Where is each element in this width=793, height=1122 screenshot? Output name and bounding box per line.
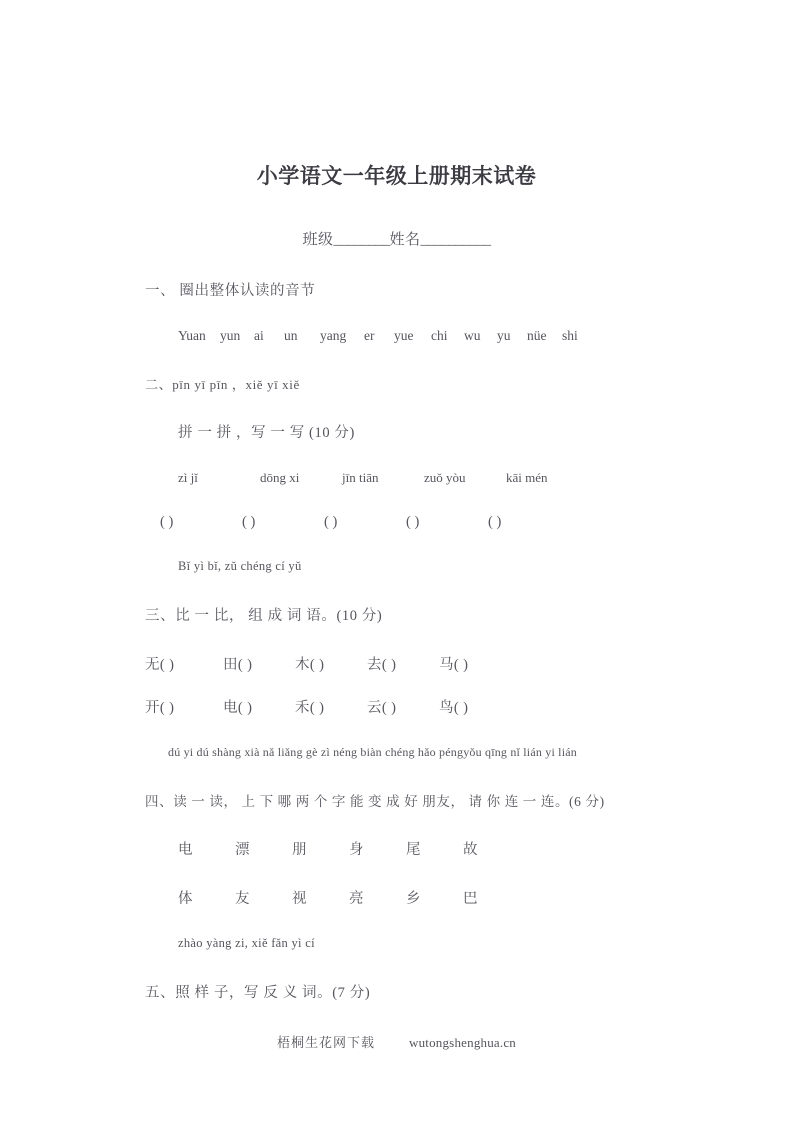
section-four-heading: 四、读 一 读， 上 下 哪 两 个 字 能 变 成 好 朋友， 请 你 连 一 连。(6 分) (145, 794, 605, 809)
answer-blank[interactable]: ( ) (160, 514, 174, 530)
match-char-top[interactable]: 故 (463, 842, 478, 858)
section-three-pinyin-heading: Bǐ yì bǐ, zǔ chéng cí yǔ (178, 559, 302, 573)
match-char-bottom[interactable]: 亮 (349, 891, 364, 907)
answer-blank[interactable]: ( ) (488, 514, 502, 530)
answer-blank[interactable]: ( ) (324, 514, 338, 530)
match-char-top[interactable]: 尾 (406, 842, 421, 858)
syllable-item[interactable]: ai (254, 328, 264, 343)
section-three-row-2 (0, 696, 793, 717)
syllable-item[interactable]: yu (497, 328, 511, 343)
combine-item[interactable]: 田( ) (223, 657, 253, 673)
combine-item[interactable]: 电( ) (223, 700, 253, 716)
combine-item[interactable]: 鸟( ) (439, 700, 469, 716)
syllable-item[interactable]: yang (320, 328, 347, 343)
match-char-top[interactable]: 漂 (235, 842, 250, 858)
section-five-heading: 五、照 样 子，写 反 义 词。(7 分) (145, 985, 371, 1001)
syllable-item[interactable]: Yuan (178, 328, 206, 343)
section-five-pinyin-heading: zhào yàng zi, xiě fǎn yì cí (178, 936, 315, 950)
pinyin-word: dōng xi (260, 470, 300, 485)
combine-item[interactable]: 无( ) (145, 657, 175, 673)
page-title: 小学语文一年级上册期末试卷 (256, 164, 537, 188)
pinyin-word: jīn tiān (342, 470, 379, 485)
section-two-answer-row (0, 514, 793, 531)
syllable-item[interactable]: yun (220, 328, 241, 343)
section-three-heading: 三、比 一 比， 组 成 词 语。(10 分) (145, 608, 383, 624)
syllable-item[interactable]: shi (562, 328, 578, 343)
section-four-pinyin-heading: dú yi dú shàng xià nǎ liǎng gè zì néng biàn chéng hǎo péngyǒu qīng nǐ lián yi lián (168, 745, 577, 759)
combine-item[interactable]: 开( ) (145, 700, 175, 716)
name-label: 姓名 (389, 232, 421, 248)
section-two-word-row (0, 470, 793, 486)
match-char-bottom[interactable]: 体 (178, 891, 193, 907)
pinyin-word: kāi mén (506, 470, 548, 485)
section-one-syllable-row (0, 328, 793, 344)
combine-item[interactable]: 去( ) (367, 657, 397, 673)
answer-blank[interactable]: ( ) (406, 514, 420, 530)
section-three-row-1 (0, 653, 793, 674)
syllable-item[interactable]: nüe (527, 328, 547, 343)
match-char-top[interactable]: 身 (349, 842, 364, 858)
match-char-top[interactable]: 朋 (292, 842, 307, 858)
section-four-bottom-row (0, 887, 793, 908)
section-two-pinyin-heading: 二、pīn yī pīn ，xiě yī xiě (145, 377, 300, 392)
pinyin-word: zuǒ yòu (424, 470, 466, 485)
syllable-item[interactable]: er (364, 328, 375, 343)
match-char-bottom[interactable]: 乡 (406, 891, 421, 907)
syllable-item[interactable]: un (284, 328, 298, 343)
footer-site-url[interactable]: wutongshenghua.cn (408, 1035, 517, 1050)
section-one-heading: 一、 圈出整体认读的音节 (145, 283, 316, 299)
match-char-bottom[interactable]: 友 (235, 891, 250, 907)
combine-item[interactable]: 禾( ) (295, 700, 325, 716)
combine-item[interactable]: 云( ) (367, 700, 397, 716)
answer-blank[interactable]: ( ) (242, 514, 256, 530)
match-char-top[interactable]: 电 (178, 842, 193, 858)
combine-item[interactable]: 木( ) (295, 657, 325, 673)
match-char-bottom[interactable]: 巴 (463, 891, 478, 907)
student-identity-line (0, 228, 793, 249)
class-label: 班级 (302, 232, 334, 248)
name-blank[interactable]: __________ (420, 232, 491, 248)
section-two-heading: 拼 一 拼 ，写 一 写 (10 分) (178, 425, 355, 441)
section-four-top-row (0, 838, 793, 859)
pinyin-word: zì jǐ (178, 470, 198, 485)
footer (0, 1032, 793, 1051)
combine-item[interactable]: 马( ) (439, 657, 469, 673)
syllable-item[interactable]: chi (431, 328, 448, 343)
class-blank[interactable]: ________ (333, 232, 390, 248)
syllable-item[interactable]: yue (394, 328, 414, 343)
syllable-item[interactable]: wu (464, 328, 481, 343)
footer-site-name: 梧桐生花网下载 (276, 1035, 375, 1050)
match-char-bottom[interactable]: 视 (292, 891, 307, 907)
